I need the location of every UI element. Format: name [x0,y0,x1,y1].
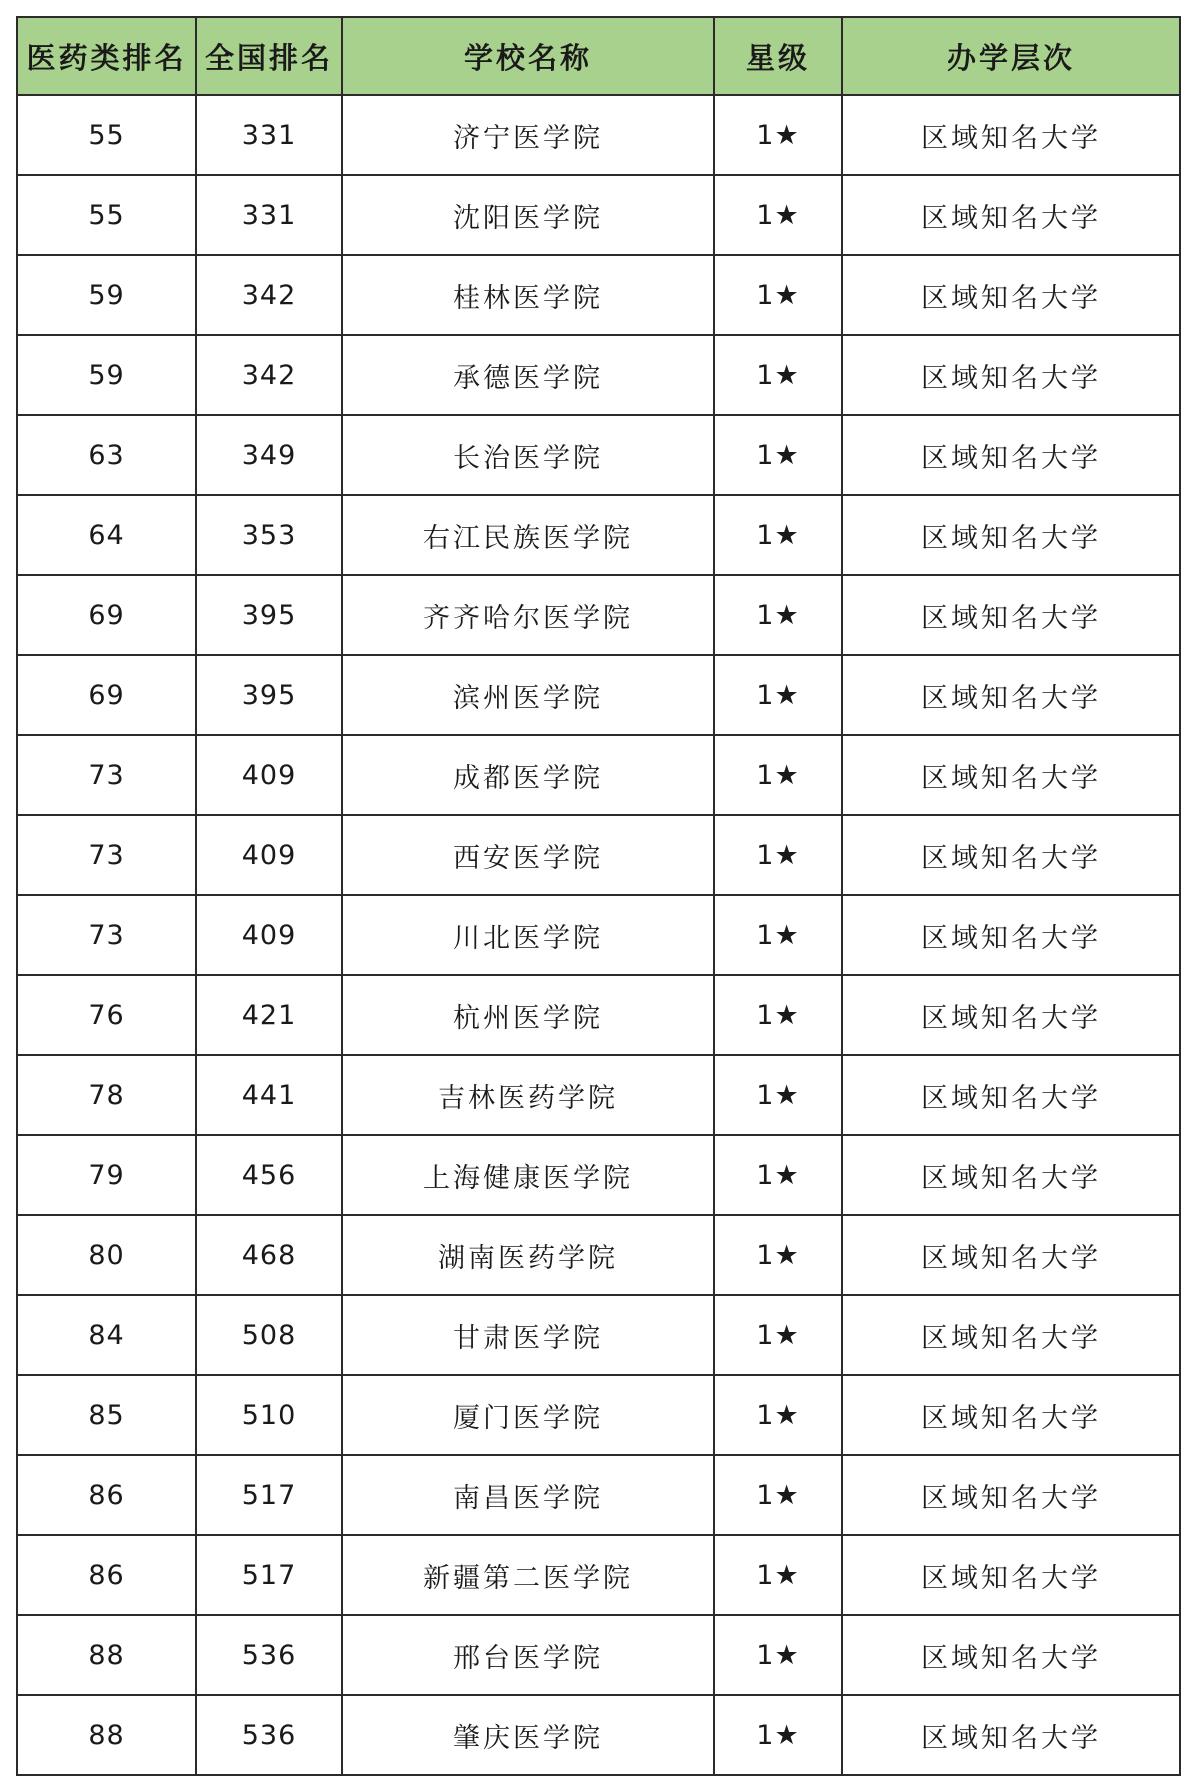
cell-school-name: 川北医学院 [342,895,714,975]
cell-school-name: 吉林医药学院 [342,1055,714,1135]
cell-school-level: 区域知名大学 [842,575,1180,655]
cell-national-rank: 409 [196,815,342,895]
cell-star-level: 1★ [714,1135,842,1215]
cell-school-level: 区域知名大学 [842,815,1180,895]
cell-school-level: 区域知名大学 [842,1055,1180,1135]
cell-school-name: 上海健康医学院 [342,1135,714,1215]
cell-national-rank: 349 [196,415,342,495]
cell-medical-rank: 69 [17,575,196,655]
cell-medical-rank: 64 [17,495,196,575]
cell-star-level: 1★ [714,1695,842,1775]
cell-medical-rank: 63 [17,415,196,495]
cell-star-level: 1★ [714,735,842,815]
cell-national-rank: 421 [196,975,342,1055]
cell-star-level: 1★ [714,895,842,975]
cell-star-level: 1★ [714,575,842,655]
table-row [17,1375,1180,1455]
table-row [17,975,1180,1055]
cell-school-level: 区域知名大学 [842,255,1180,335]
table-row [17,1615,1180,1695]
cell-medical-rank: 88 [17,1615,196,1695]
cell-school-level: 区域知名大学 [842,1695,1180,1775]
cell-national-rank: 510 [196,1375,342,1455]
table-row [17,95,1180,175]
cell-national-rank: 508 [196,1295,342,1375]
cell-school-level: 区域知名大学 [842,975,1180,1055]
cell-star-level: 1★ [714,1535,842,1615]
cell-school-name: 肇庆医学院 [342,1695,714,1775]
cell-school-name: 西安医学院 [342,815,714,895]
cell-school-level: 区域知名大学 [842,655,1180,735]
cell-school-name: 甘肃医学院 [342,1295,714,1375]
cell-star-level: 1★ [714,975,842,1055]
table-row [17,895,1180,975]
cell-school-level: 区域知名大学 [842,1455,1180,1535]
cell-school-name: 杭州医学院 [342,975,714,1055]
cell-school-level: 区域知名大学 [842,335,1180,415]
table-row [17,255,1180,335]
cell-school-name: 沈阳医学院 [342,175,714,255]
cell-school-level: 区域知名大学 [842,95,1180,175]
cell-star-level: 1★ [714,415,842,495]
ranking-table [16,16,1181,1776]
cell-school-level: 区域知名大学 [842,495,1180,575]
table-row [17,335,1180,415]
cell-school-name: 齐齐哈尔医学院 [342,575,714,655]
cell-school-level: 区域知名大学 [842,1535,1180,1615]
cell-school-level: 区域知名大学 [842,415,1180,495]
cell-medical-rank: 88 [17,1695,196,1775]
cell-medical-rank: 73 [17,735,196,815]
table-body [17,95,1180,1775]
table-row [17,175,1180,255]
cell-star-level: 1★ [714,1055,842,1135]
cell-school-name: 湖南医药学院 [342,1215,714,1295]
cell-school-name: 南昌医学院 [342,1455,714,1535]
cell-medical-rank: 80 [17,1215,196,1295]
cell-school-name: 厦门医学院 [342,1375,714,1455]
cell-national-rank: 536 [196,1615,342,1695]
header-row [17,17,1180,95]
cell-school-name: 成都医学院 [342,735,714,815]
cell-national-rank: 409 [196,895,342,975]
cell-national-rank: 395 [196,575,342,655]
table-row [17,575,1180,655]
cell-national-rank: 517 [196,1455,342,1535]
table-row [17,1535,1180,1615]
cell-school-name: 滨州医学院 [342,655,714,735]
cell-national-rank: 342 [196,335,342,415]
cell-national-rank: 353 [196,495,342,575]
cell-medical-rank: 86 [17,1455,196,1535]
table-row [17,495,1180,575]
cell-school-level: 区域知名大学 [842,1295,1180,1375]
table-row [17,815,1180,895]
cell-school-name: 长治医学院 [342,415,714,495]
cell-medical-rank: 78 [17,1055,196,1135]
cell-national-rank: 395 [196,655,342,735]
cell-school-name: 桂林医学院 [342,255,714,335]
cell-star-level: 1★ [714,1375,842,1455]
cell-star-level: 1★ [714,655,842,735]
cell-national-rank: 441 [196,1055,342,1135]
table-row [17,655,1180,735]
cell-star-level: 1★ [714,495,842,575]
cell-school-name: 邢台医学院 [342,1615,714,1695]
cell-star-level: 1★ [714,1295,842,1375]
cell-school-name: 右江民族医学院 [342,495,714,575]
cell-medical-rank: 69 [17,655,196,735]
table-row [17,1215,1180,1295]
cell-national-rank: 331 [196,175,342,255]
cell-medical-rank: 76 [17,975,196,1055]
cell-medical-rank: 84 [17,1295,196,1375]
cell-medical-rank: 85 [17,1375,196,1455]
header-school-level: 办学层次 [842,17,1180,95]
table-row [17,1135,1180,1215]
header-star-level: 星级 [714,17,842,95]
cell-school-level: 区域知名大学 [842,1135,1180,1215]
cell-star-level: 1★ [714,1615,842,1695]
cell-national-rank: 456 [196,1135,342,1215]
cell-school-level: 区域知名大学 [842,1215,1180,1295]
header-medical-rank: 医药类排名 [17,17,196,95]
table-header [17,17,1180,95]
table-row [17,1295,1180,1375]
cell-school-level: 区域知名大学 [842,175,1180,255]
cell-national-rank: 331 [196,95,342,175]
cell-medical-rank: 59 [17,255,196,335]
cell-medical-rank: 55 [17,95,196,175]
table-row [17,415,1180,495]
cell-star-level: 1★ [714,1215,842,1295]
table-row [17,1455,1180,1535]
cell-school-name: 新疆第二医学院 [342,1535,714,1615]
cell-medical-rank: 86 [17,1535,196,1615]
cell-national-rank: 517 [196,1535,342,1615]
cell-school-name: 济宁医学院 [342,95,714,175]
cell-medical-rank: 73 [17,895,196,975]
cell-star-level: 1★ [714,175,842,255]
cell-school-level: 区域知名大学 [842,1615,1180,1695]
cell-national-rank: 536 [196,1695,342,1775]
cell-medical-rank: 79 [17,1135,196,1215]
cell-star-level: 1★ [714,815,842,895]
table-row [17,1695,1180,1775]
cell-star-level: 1★ [714,95,842,175]
table-row [17,735,1180,815]
header-school-name: 学校名称 [342,17,714,95]
header-national-rank: 全国排名 [196,17,342,95]
cell-star-level: 1★ [714,255,842,335]
table-row [17,1055,1180,1135]
cell-school-level: 区域知名大学 [842,1375,1180,1455]
cell-medical-rank: 59 [17,335,196,415]
cell-school-level: 区域知名大学 [842,895,1180,975]
cell-star-level: 1★ [714,335,842,415]
cell-medical-rank: 55 [17,175,196,255]
cell-star-level: 1★ [714,1455,842,1535]
cell-school-level: 区域知名大学 [842,735,1180,815]
cell-medical-rank: 73 [17,815,196,895]
cell-school-name: 承德医学院 [342,335,714,415]
cell-national-rank: 409 [196,735,342,815]
cell-national-rank: 342 [196,255,342,335]
cell-national-rank: 468 [196,1215,342,1295]
